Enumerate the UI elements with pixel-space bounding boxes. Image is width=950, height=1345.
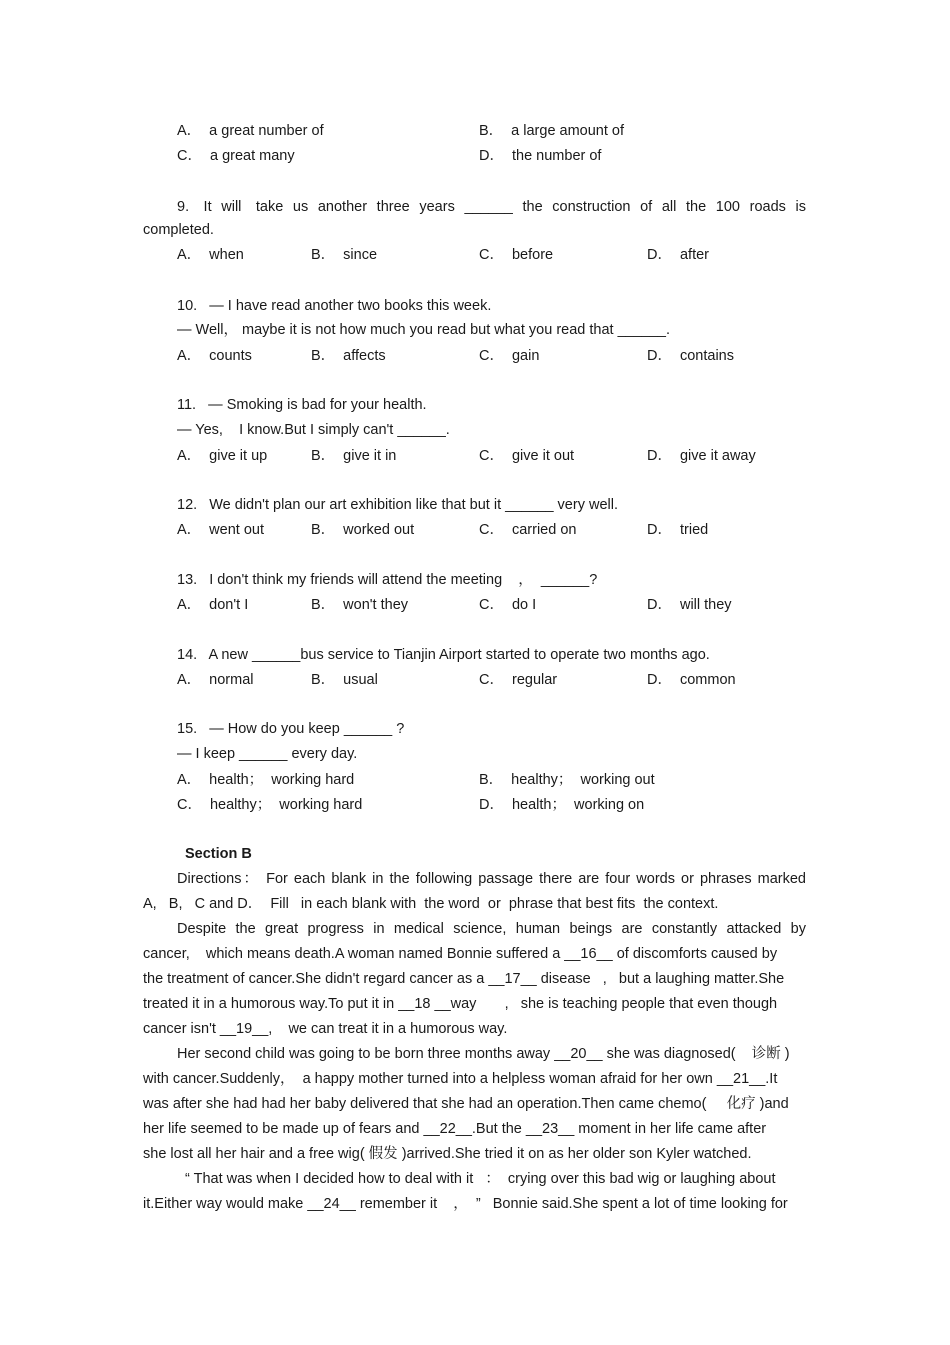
q13-option-c: C． do I: [479, 597, 537, 613]
passage-line: “ That was when I decided how to deal with it ： crying over this bad wig or laughing about: [185, 1171, 776, 1187]
q13-option-d: D． will they: [647, 597, 732, 613]
passage-line: A, B, C and D． Fill in each blank with the word or phrase that best fits the context.: [143, 896, 719, 912]
q15-stem: 15. — How do you keep ______ ?: [177, 721, 405, 737]
q10-option-b: B． affects: [311, 348, 386, 364]
q12-option-b: B． worked out: [311, 522, 415, 538]
q9-option-d: D． after: [647, 247, 709, 263]
q15-option-a: A． health； working hard: [177, 772, 355, 788]
q12-option-d: D． tried: [647, 522, 709, 538]
q14-option-c: C． regular: [479, 672, 558, 688]
q14-option-b: B． usual: [311, 672, 378, 688]
q8-option-a: A． a great number of: [177, 123, 324, 139]
q10-option-a: A． counts: [177, 348, 252, 364]
passage-line: Despite the great progress in medical science, human beings are constantly attacked by: [177, 921, 806, 937]
q13-stem: 13. I don't think my friends will attend the meeting ， ______?: [177, 572, 598, 588]
q8-option-c: C． a great many: [177, 148, 295, 164]
q10-stem: 10. — I have read another two books this week.: [177, 298, 492, 314]
q14-option-d: D． common: [647, 672, 736, 688]
q12-option-c: C． carried on: [479, 522, 577, 538]
q13-option-b: B． won't they: [311, 597, 409, 613]
q12-stem: 12. We didn't plan our art exhibition like that but it ______ very well.: [177, 497, 618, 513]
passage-line: cancer, which means death.A woman named Bonnie suffered a __16__ of discomforts caused by: [143, 946, 778, 962]
passage-line: treated it in a humorous way.To put it in __18 __way , she is teaching people that even though: [143, 996, 778, 1012]
q9-option-a: A． when: [177, 247, 244, 263]
q11-option-a: A． give it up: [177, 448, 268, 464]
q11-option-b: B． give it in: [311, 448, 397, 464]
q11-stem-cont: — Yes, I know.But I simply can't ______.: [177, 422, 450, 438]
q12-option-a: A． went out: [177, 522, 264, 538]
q8-option-b: B． a large amount of: [479, 123, 625, 139]
q14-option-a: A． normal: [177, 672, 254, 688]
q15-stem-cont: — I keep ______ every day.: [177, 746, 358, 762]
q15-option-d: D． health； working on: [479, 797, 645, 813]
passage-line: with cancer.Suddenly， a happy mother turned into a helpless woman afraid for her own __21__.It: [143, 1071, 778, 1087]
q8-option-d: D． the number of: [479, 148, 602, 164]
passage-line: her life seemed to be made up of fears and __22__.But the __23__ moment in her life came after: [143, 1121, 767, 1137]
passage-line: cancer isn't __19__, we can treat it in a humorous way.: [143, 1021, 508, 1037]
q10-stem-cont: — Well， maybe it is not how much you read but what you read that ______.: [177, 322, 670, 338]
q11-stem: 11. — Smoking is bad for your health.: [177, 397, 427, 413]
q9-stem-cont: completed.: [143, 222, 214, 238]
q14-stem: 14. A new ______bus service to Tianjin Airport started to operate two months ago.: [177, 647, 710, 663]
passage-line: Her second child was going to be born three months away __20__ she was diagnosed( 诊断 ): [177, 1046, 790, 1062]
q10-option-d: D． contains: [647, 348, 734, 364]
q9-stem: 9. It will take us another three years ______ the construction of all the 100 roads is: [177, 199, 806, 215]
passage-line: was after she had had her baby delivered that she had an operation.Then came chemo( 化疗 )and: [143, 1096, 789, 1112]
passage-line: Directions： For each blank in the following passage there are four words or phrases marked: [177, 871, 806, 887]
q9-option-c: C． before: [479, 247, 554, 263]
passage-line: it.Either way would make __24__ remember it ， ” Bonnie said.She spent a lot of time looking for: [143, 1196, 788, 1212]
q9-option-b: B． since: [311, 247, 378, 263]
q11-option-c: C． give it out: [479, 448, 575, 464]
q11-option-d: D． give it away: [647, 448, 756, 464]
q15-option-c: C． healthy； working hard: [177, 797, 363, 813]
passage-line: the treatment of cancer.She didn't regard cancer as a __17__ disease , but a laughing matter.She: [143, 971, 785, 987]
passage-line: she lost all her hair and a free wig( 假发 )arrived.She tried it on as her older son Kyler watched.: [143, 1146, 752, 1162]
q10-option-c: C． gain: [479, 348, 540, 364]
q13-option-a: A． don't I: [177, 597, 249, 613]
section-b-heading: Section B: [185, 846, 252, 862]
q15-option-b: B． healthy； working out: [479, 772, 655, 788]
